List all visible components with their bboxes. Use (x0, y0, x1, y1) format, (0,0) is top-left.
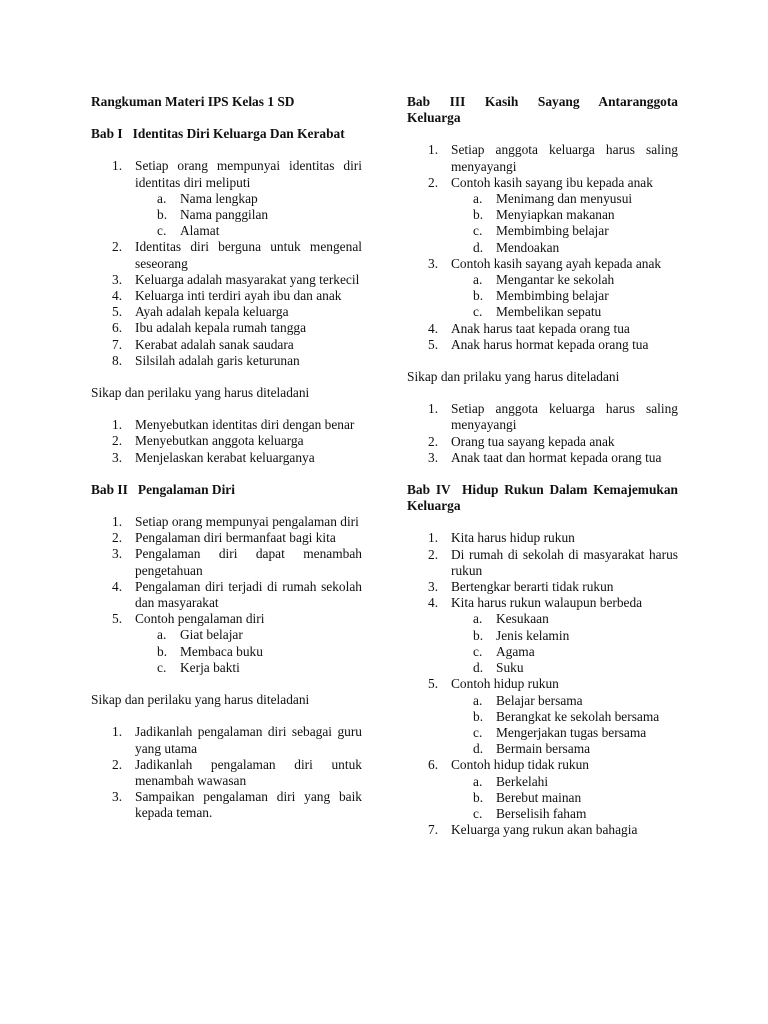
list-item-text: Identitas diri berguna untuk mengenal seseorang (135, 239, 362, 271)
sub-list-text: Nama lengkap (180, 190, 258, 206)
list-number: 1. (428, 142, 439, 158)
list-number: 5. (428, 336, 439, 352)
sub-list-text: Berkelahi (496, 773, 549, 789)
sub-list-text: Kesukaan (496, 611, 549, 627)
sub-list-letter: b. (157, 643, 168, 659)
list-item (407, 530, 678, 546)
sub-list-letter: a. (473, 692, 483, 708)
list-item (91, 272, 362, 288)
sub-list-letter: d. (473, 660, 484, 676)
list-item (407, 434, 678, 450)
bab3-title-line1: Bab III Kasih Sayang Antaranggota (407, 94, 678, 109)
list-item-text: Setiap orang mempunyai identitas diri identitas diri meliputi (135, 158, 362, 190)
list-item-text: Menyebutkan anggota keluarga (135, 433, 304, 449)
sub-list-letter: b. (473, 627, 484, 643)
list-number: 7. (112, 336, 123, 352)
list-item-text: Pengalaman diri bermanfaat bagi kita (135, 530, 336, 546)
sub-list (451, 272, 678, 321)
list-item (91, 579, 362, 611)
list-item-text: Jadikanlah pengalaman diri untuk menambah wawasan (135, 756, 362, 788)
bab3-sikap-heading: Sikap dan prilaku yang harus diteladani (407, 369, 620, 385)
list-item-text: Setiap orang mempunyai pengalaman diri (135, 514, 359, 530)
bab4-title: Bab IV Hidup Rukun Dalam Kemajemukan Keluarga (407, 482, 682, 514)
sub-list-text: Menimang dan menyusui (496, 191, 633, 207)
bab1-title: Bab I Identitas Diri Keluarga Dan Kerabat (91, 126, 345, 142)
list-item (407, 450, 678, 466)
list-number: 3. (112, 271, 123, 287)
list-number: 2. (112, 530, 123, 546)
list-item (407, 757, 678, 822)
sub-list-text: Alamat (180, 223, 220, 239)
list-number: 6. (112, 320, 123, 336)
sub-list-letter: b. (473, 207, 484, 223)
sub-list-letter: c. (157, 659, 167, 675)
list-number: 2. (112, 239, 123, 255)
sub-list-letter: a. (473, 272, 483, 288)
list-item-text: Anak taat dan hormat kepada orang tua (451, 449, 662, 465)
sub-list-letter: c. (157, 223, 167, 239)
list-item-text: Pengalaman diri terjadi di rumah sekolah dan masyarakat (135, 578, 362, 611)
sub-list (451, 774, 678, 823)
sub-list-letter: c. (473, 805, 483, 821)
sub-list-item (451, 191, 678, 207)
list-item-text: Silsilah adalah garis keturunan (135, 352, 300, 368)
sub-list-text: Berebut mainan (496, 789, 582, 805)
list-item-text: Contoh hidup rukun (451, 676, 559, 692)
list-item-text: Contoh pengalaman diri (135, 611, 265, 627)
sub-list-text: Menyiapkan makanan (496, 207, 615, 223)
sub-list-item (451, 240, 678, 256)
bab3-title-line2: Keluarga (407, 110, 461, 126)
list-item-text: Bertengkar berarti tidak rukun (451, 579, 614, 595)
sub-list (451, 693, 678, 758)
list-item (407, 401, 678, 433)
list-item (91, 239, 362, 271)
bab2-sikap-heading: Sikap dan perilaku yang harus diteladani (91, 692, 310, 708)
sub-list-letter: b. (473, 288, 484, 304)
list-item-text: Anak harus taat kepada orang tua (451, 320, 630, 336)
bab2-title: Bab II Pengalaman Diri (91, 481, 235, 497)
list-item (91, 724, 362, 756)
list-number: 6. (428, 757, 439, 773)
list-item-text: Keluarga adalah masyarakat yang terkecil (135, 271, 360, 287)
list-item-text: Contoh hidup tidak rukun (451, 757, 589, 773)
list-number: 1. (112, 514, 123, 530)
sub-list-text: Membimbing belajar (496, 223, 609, 239)
list-item (91, 417, 362, 433)
list-item (407, 175, 678, 256)
list-item-text: Ibu adalah kepala rumah tangga (135, 320, 307, 336)
list-item-text: Setiap anggota keluarga harus saling menyayangi (451, 401, 678, 433)
bab3-title (407, 94, 678, 126)
sub-list-letter: c. (473, 643, 483, 659)
sub-list-item (451, 660, 678, 676)
sub-list-letter: a. (157, 190, 167, 206)
sub-list-item (451, 207, 678, 223)
bab1-list (91, 158, 362, 369)
list-number: 2. (112, 756, 123, 772)
sub-list-text: Berangkat ke sekolah bersama (496, 708, 660, 724)
list-item (91, 757, 362, 789)
list-number: 5. (112, 304, 123, 320)
list-number: 4. (112, 578, 123, 594)
list-item (91, 514, 362, 530)
sub-list-text: Suku (496, 660, 524, 676)
sub-list-item (135, 627, 362, 643)
list-item-text: Contoh kasih sayang ibu kepada anak (451, 174, 653, 190)
sub-list-text: Kerja bakti (180, 659, 240, 675)
list-number: 5. (428, 676, 439, 692)
right-column (407, 94, 682, 838)
sub-list (451, 191, 678, 256)
list-item-text: Kita harus rukun walaupun berbeda (451, 595, 643, 611)
list-item (91, 288, 362, 304)
sub-list-item (135, 191, 362, 207)
bab1-sikap-list (91, 417, 362, 466)
sub-list-item (135, 644, 362, 660)
list-item (91, 304, 362, 320)
list-item (91, 530, 362, 546)
list-item-text: Keluarga inti terdiri ayah ibu dan anak (135, 288, 342, 304)
sub-list-text: Mengerjakan tugas bersama (496, 724, 647, 740)
list-item-text: Kerabat adalah sanak saudara (135, 336, 294, 352)
sub-list-item (451, 628, 678, 644)
list-item-text: Kita harus hidup rukun (451, 530, 575, 546)
list-number: 4. (428, 595, 439, 611)
list-item-text: Contoh kasih sayang ayah kepada anak (451, 255, 662, 271)
sub-list-text: Membimbing belajar (496, 288, 609, 304)
list-item-text: Setiap anggota keluarga harus saling menyayangi (451, 142, 678, 174)
list-item (91, 433, 362, 449)
list-item-text: Menyebutkan identitas diri dengan benar (135, 417, 355, 433)
bab3-list (407, 142, 678, 353)
list-item (407, 547, 678, 579)
sub-list-letter: b. (473, 708, 484, 724)
list-item (407, 337, 678, 353)
list-number: 3. (112, 449, 123, 465)
list-item (407, 256, 678, 321)
list-item (91, 450, 362, 466)
list-item-text: Jadikanlah pengalaman diri sebagai guru yang utama (135, 724, 362, 756)
sub-list-text: Berselisih faham (496, 805, 587, 821)
sub-list-text: Membelikan sepatu (496, 304, 602, 320)
sub-list-text: Bermain bersama (496, 741, 591, 757)
sub-list-item (135, 660, 362, 676)
sub-list-text: Belajar bersama (496, 692, 583, 708)
sub-list-text: Membaca buku (180, 643, 263, 659)
bab2-sikap-list (91, 724, 362, 821)
sub-list-item (451, 790, 678, 806)
sub-list (451, 611, 678, 676)
sub-list-text: Nama panggilan (180, 207, 269, 223)
sub-list (135, 627, 362, 676)
sub-list-letter: a. (157, 627, 167, 643)
list-item-text: Sampaikan pengalaman diri yang baik kepada teman. (135, 789, 362, 821)
list-number: 1. (428, 401, 439, 417)
list-number: 2. (428, 546, 439, 562)
list-number: 2. (112, 433, 123, 449)
list-item (407, 142, 678, 174)
list-number: 3. (428, 255, 439, 271)
list-item-text: Ayah adalah kepala keluarga (135, 304, 289, 320)
list-item (407, 595, 678, 676)
sub-list-item (451, 693, 678, 709)
sub-list-letter: a. (473, 191, 483, 207)
sub-list-item (451, 611, 678, 627)
list-item (91, 158, 362, 239)
list-item (91, 337, 362, 353)
list-item (91, 789, 362, 821)
left-column (91, 94, 362, 822)
list-number: 1. (428, 530, 439, 546)
list-item (407, 321, 678, 337)
list-item (91, 611, 362, 676)
list-item (91, 353, 362, 369)
list-item (407, 822, 678, 838)
sub-list-item (451, 806, 678, 822)
list-number: 3. (112, 546, 123, 562)
list-number: 2. (428, 433, 439, 449)
sub-list-text: Mengantar ke sekolah (496, 272, 615, 288)
bab1-sikap-heading: Sikap dan perilaku yang harus diteladani (91, 385, 310, 401)
list-number: 3. (112, 789, 123, 805)
bab3-sikap-list (407, 401, 678, 466)
bab4-list (407, 530, 678, 838)
sub-list-item (451, 725, 678, 741)
sub-list-text: Mendoakan (496, 239, 560, 255)
sub-list-text: Giat belajar (180, 627, 243, 643)
list-item (91, 320, 362, 336)
sub-list-letter: c. (473, 223, 483, 239)
sub-list-item (451, 644, 678, 660)
list-item (407, 579, 678, 595)
list-item-text: Orang tua sayang kepada anak (451, 433, 615, 449)
list-item-text: Di rumah di sekolah di masyarakat harus rukun (451, 546, 678, 578)
list-item-text: Pengalaman diri dapat menambah pengetahuan (135, 546, 362, 578)
list-number: 1. (112, 417, 123, 433)
document-title: Rangkuman Materi IPS Kelas 1 SD (91, 94, 295, 109)
sub-list-text: Jenis kelamin (496, 627, 570, 643)
list-number: 2. (428, 174, 439, 190)
sub-list-item (451, 774, 678, 790)
sub-list-item (451, 288, 678, 304)
list-number: 8. (112, 352, 123, 368)
sub-list-item (451, 272, 678, 288)
list-item-text: Keluarga yang rukun akan bahagia (451, 822, 638, 838)
sub-list-item (135, 223, 362, 239)
sub-list-item (135, 207, 362, 223)
list-item (91, 546, 362, 578)
sub-list-letter: d. (473, 741, 484, 757)
list-number: 4. (112, 288, 123, 304)
list-item-text: Anak harus hormat kepada orang tua (451, 336, 649, 352)
list-item (407, 676, 678, 757)
sub-list-letter: c. (473, 304, 483, 320)
list-number: 3. (428, 579, 439, 595)
list-number: 3. (428, 449, 439, 465)
list-number: 5. (112, 611, 123, 627)
bab2-list (91, 514, 362, 676)
sub-list-letter: b. (157, 207, 168, 223)
sub-list-item (451, 223, 678, 239)
sub-list-letter: c. (473, 724, 483, 740)
list-number: 7. (428, 822, 439, 838)
sub-list-letter: b. (473, 789, 484, 805)
sub-list-item (451, 709, 678, 725)
sub-list-item (451, 304, 678, 320)
list-number: 1. (112, 724, 123, 740)
list-number: 4. (428, 320, 439, 336)
list-number: 1. (112, 158, 123, 174)
sub-list-letter: a. (473, 611, 483, 627)
list-item-text: Menjelaskan kerabat keluarganya (135, 449, 315, 465)
sub-list-letter: a. (473, 773, 483, 789)
sub-list (135, 191, 362, 240)
sub-list-item (451, 741, 678, 757)
sub-list-text: Agama (496, 643, 535, 659)
sub-list-letter: d. (473, 239, 484, 255)
